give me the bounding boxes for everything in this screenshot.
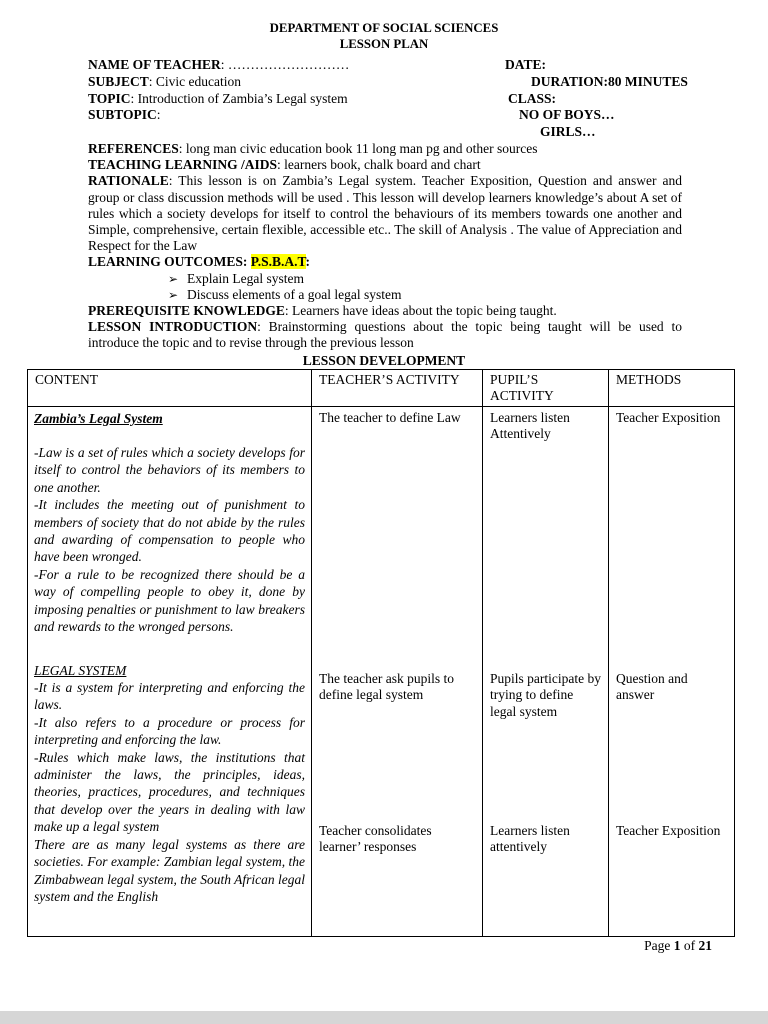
teacher-info-section bbox=[88, 57, 768, 141]
teacher-activity-cell: Teacher consolidates learner’ responses bbox=[312, 820, 483, 937]
topic-label: TOPIC bbox=[88, 90, 131, 106]
name-of-teacher-field bbox=[88, 57, 505, 74]
topic-value: : Introduction of Zambia’s Legal system bbox=[130, 90, 348, 106]
content-paragraph: -It is a system for interpreting and enforcing the laws. bbox=[34, 680, 305, 713]
learning-outcomes-line bbox=[88, 254, 682, 270]
content-paragraph: There are as many legal systems as there are societies. For example: Zambian legal system, the Zimbabwean legal system, the South African legal system and the English bbox=[34, 836, 305, 904]
lesson-introduction-paragraph bbox=[88, 319, 682, 351]
topic-field bbox=[88, 91, 505, 108]
page-prefix: Page bbox=[644, 938, 674, 953]
learning-outcome-text: Explain Legal system bbox=[187, 270, 304, 286]
teaching-aids-paragraph bbox=[88, 157, 682, 173]
col-header-teachers-activity: TEACHER’S ACTIVITY bbox=[312, 369, 483, 406]
class-field bbox=[505, 91, 556, 108]
info-left-spacer bbox=[88, 124, 505, 141]
content-heading-zambias-legal-system: Zambia’s Legal System bbox=[34, 410, 163, 426]
pupil-activity-cell: Learners listen attentively bbox=[483, 820, 609, 937]
info-line-subtopic-boys bbox=[88, 107, 768, 124]
learning-outcome-item bbox=[168, 271, 682, 287]
rationale-label: RATIONALE bbox=[88, 173, 169, 189]
content-block-zambias-legal-system bbox=[34, 410, 305, 662]
lesson-plan-body bbox=[88, 141, 682, 352]
lesson-introduction-text: : Brainstorming questions about the topic being taught will be used to introduce the topic and to revise through the previous lesson bbox=[88, 319, 682, 351]
document-header bbox=[0, 20, 768, 52]
outcomes-colon: : bbox=[305, 254, 311, 270]
of-text: of bbox=[680, 938, 699, 953]
arrow-bullet-icon: ➢ bbox=[168, 287, 179, 302]
info-line-name-date bbox=[88, 57, 768, 74]
subtopic-field bbox=[88, 107, 505, 124]
duration-label: DURATION:80 MINUTES bbox=[531, 73, 688, 89]
total-pages: 21 bbox=[698, 938, 712, 953]
content-block-legal-system bbox=[34, 662, 305, 906]
name-of-teacher-label: NAME OF TEACHER bbox=[88, 57, 221, 72]
learning-outcomes-list bbox=[168, 271, 682, 303]
methods-cell: Teacher Exposition bbox=[609, 406, 735, 668]
girls-field bbox=[505, 124, 596, 141]
col-header-methods: METHODS bbox=[609, 369, 735, 406]
subject-field bbox=[88, 74, 505, 91]
arrow-bullet-icon: ➢ bbox=[168, 271, 179, 286]
name-of-teacher-value: : ……………………… bbox=[220, 57, 350, 72]
rationale-paragraph bbox=[88, 173, 682, 254]
prerequisite-label: PREREQUISITE KNOWLEDGE bbox=[88, 303, 285, 319]
doc-type-title: LESSON PLAN bbox=[339, 37, 429, 51]
content-spacer bbox=[34, 427, 305, 444]
lesson-introduction-label: LESSON INTRODUCTION bbox=[88, 319, 258, 335]
subtopic-label: SUBTOPIC bbox=[88, 107, 157, 123]
learning-outcomes-label: LEARNING OUTCOMES: bbox=[88, 254, 251, 270]
references-label: REFERENCES bbox=[88, 140, 179, 156]
content-heading-legal-system: LEGAL SYSTEM bbox=[34, 662, 127, 678]
psbat-highlight: P.S.B.A.T bbox=[250, 254, 306, 270]
lesson-development-table bbox=[27, 369, 735, 937]
references-paragraph bbox=[88, 141, 682, 157]
info-line-subject-duration bbox=[88, 74, 768, 91]
teacher-activity-cell: The teacher ask pupils to define legal system bbox=[312, 668, 483, 820]
no-of-boys-field bbox=[505, 107, 615, 124]
lesson-development-title: LESSON DEVELOPMENT bbox=[302, 352, 466, 368]
page-number-footer bbox=[644, 938, 712, 954]
teacher-activity-cell: The teacher to define Law bbox=[312, 406, 483, 668]
col-header-pupils-activity: PUPIL’S ACTIVITY bbox=[483, 369, 609, 406]
table-header-row bbox=[28, 369, 735, 406]
rationale-text: : This lesson is on Zambia’s Legal system. Teacher Exposition, Question and answer and group or class discussion methods will be used . This lesson will develop learners knowledge’s about A set of rules which a society develops for itself to control the behaviours of its members towards one another and Simple, comprehensive, certain flexible, accessible etc.. The skill of Analysis . The value of Appreciation and Respect for the Law bbox=[88, 173, 682, 254]
subject-value: : Civic education bbox=[148, 73, 242, 89]
page-number: 1 bbox=[673, 938, 681, 953]
prerequisite-paragraph bbox=[88, 303, 682, 319]
viewer-background-strip bbox=[0, 1011, 768, 1024]
pupil-activity-cell: Pupils participate by trying to define legal system bbox=[483, 668, 609, 820]
prerequisite-text: : Learners have ideas about the topic being taught. bbox=[284, 303, 557, 319]
teaching-aids-text: : learners book, chalk board and chart bbox=[277, 157, 481, 173]
references-text: : long man civic education book 11 long man pg and other sources bbox=[178, 140, 538, 156]
class-label: CLASS: bbox=[508, 90, 557, 106]
subject-label: SUBJECT bbox=[88, 73, 149, 89]
date-label: DATE: bbox=[505, 57, 547, 72]
content-paragraph: -Rules which make laws, the institutions that administer the laws, the principles, ideas, theories, practices, procedures, and techniques that develop over the years in dealing with law make up a legal system bbox=[34, 749, 305, 835]
methods-cell: Teacher Exposition bbox=[609, 820, 735, 937]
duration-field bbox=[505, 74, 688, 91]
table-row-1 bbox=[28, 406, 735, 668]
methods-cell: Question and answer bbox=[609, 668, 735, 820]
content-cell bbox=[28, 406, 312, 936]
info-line-girls bbox=[88, 124, 768, 141]
date-field bbox=[505, 57, 546, 74]
pupil-activity-cell: Learners listen Attentively bbox=[483, 406, 609, 668]
no-of-boys-label: NO OF BOYS… bbox=[519, 107, 615, 123]
teaching-aids-label: TEACHING LEARNING /AIDS bbox=[88, 157, 278, 173]
department-title: DEPARTMENT OF SOCIAL SCIENCES bbox=[269, 21, 499, 35]
content-paragraph: -For a rule to be recognized there should be a way of compelling people to obey it, done by imposing penalties or punishment to law breakers and rewards to the wronged persons. bbox=[34, 566, 305, 635]
girls-label: GIRLS… bbox=[540, 124, 596, 140]
info-line-topic-class bbox=[88, 91, 768, 108]
learning-outcome-item bbox=[168, 287, 682, 303]
content-paragraph: -It includes the meeting out of punishment to members of society that do not abide by the rules and awarding of compensation to people who have been wronged. bbox=[34, 497, 305, 565]
content-paragraph: -It also refers to a procedure or process for interpreting and enforcing the law. bbox=[34, 714, 305, 748]
content-paragraph: -Law is a set of rules which a society develops for itself to control the behaviors of its members to one another. bbox=[34, 445, 305, 495]
learning-outcome-text: Discuss elements of a goal legal system bbox=[187, 286, 402, 302]
subtopic-value: : bbox=[156, 107, 161, 123]
col-header-content: CONTENT bbox=[28, 369, 312, 406]
